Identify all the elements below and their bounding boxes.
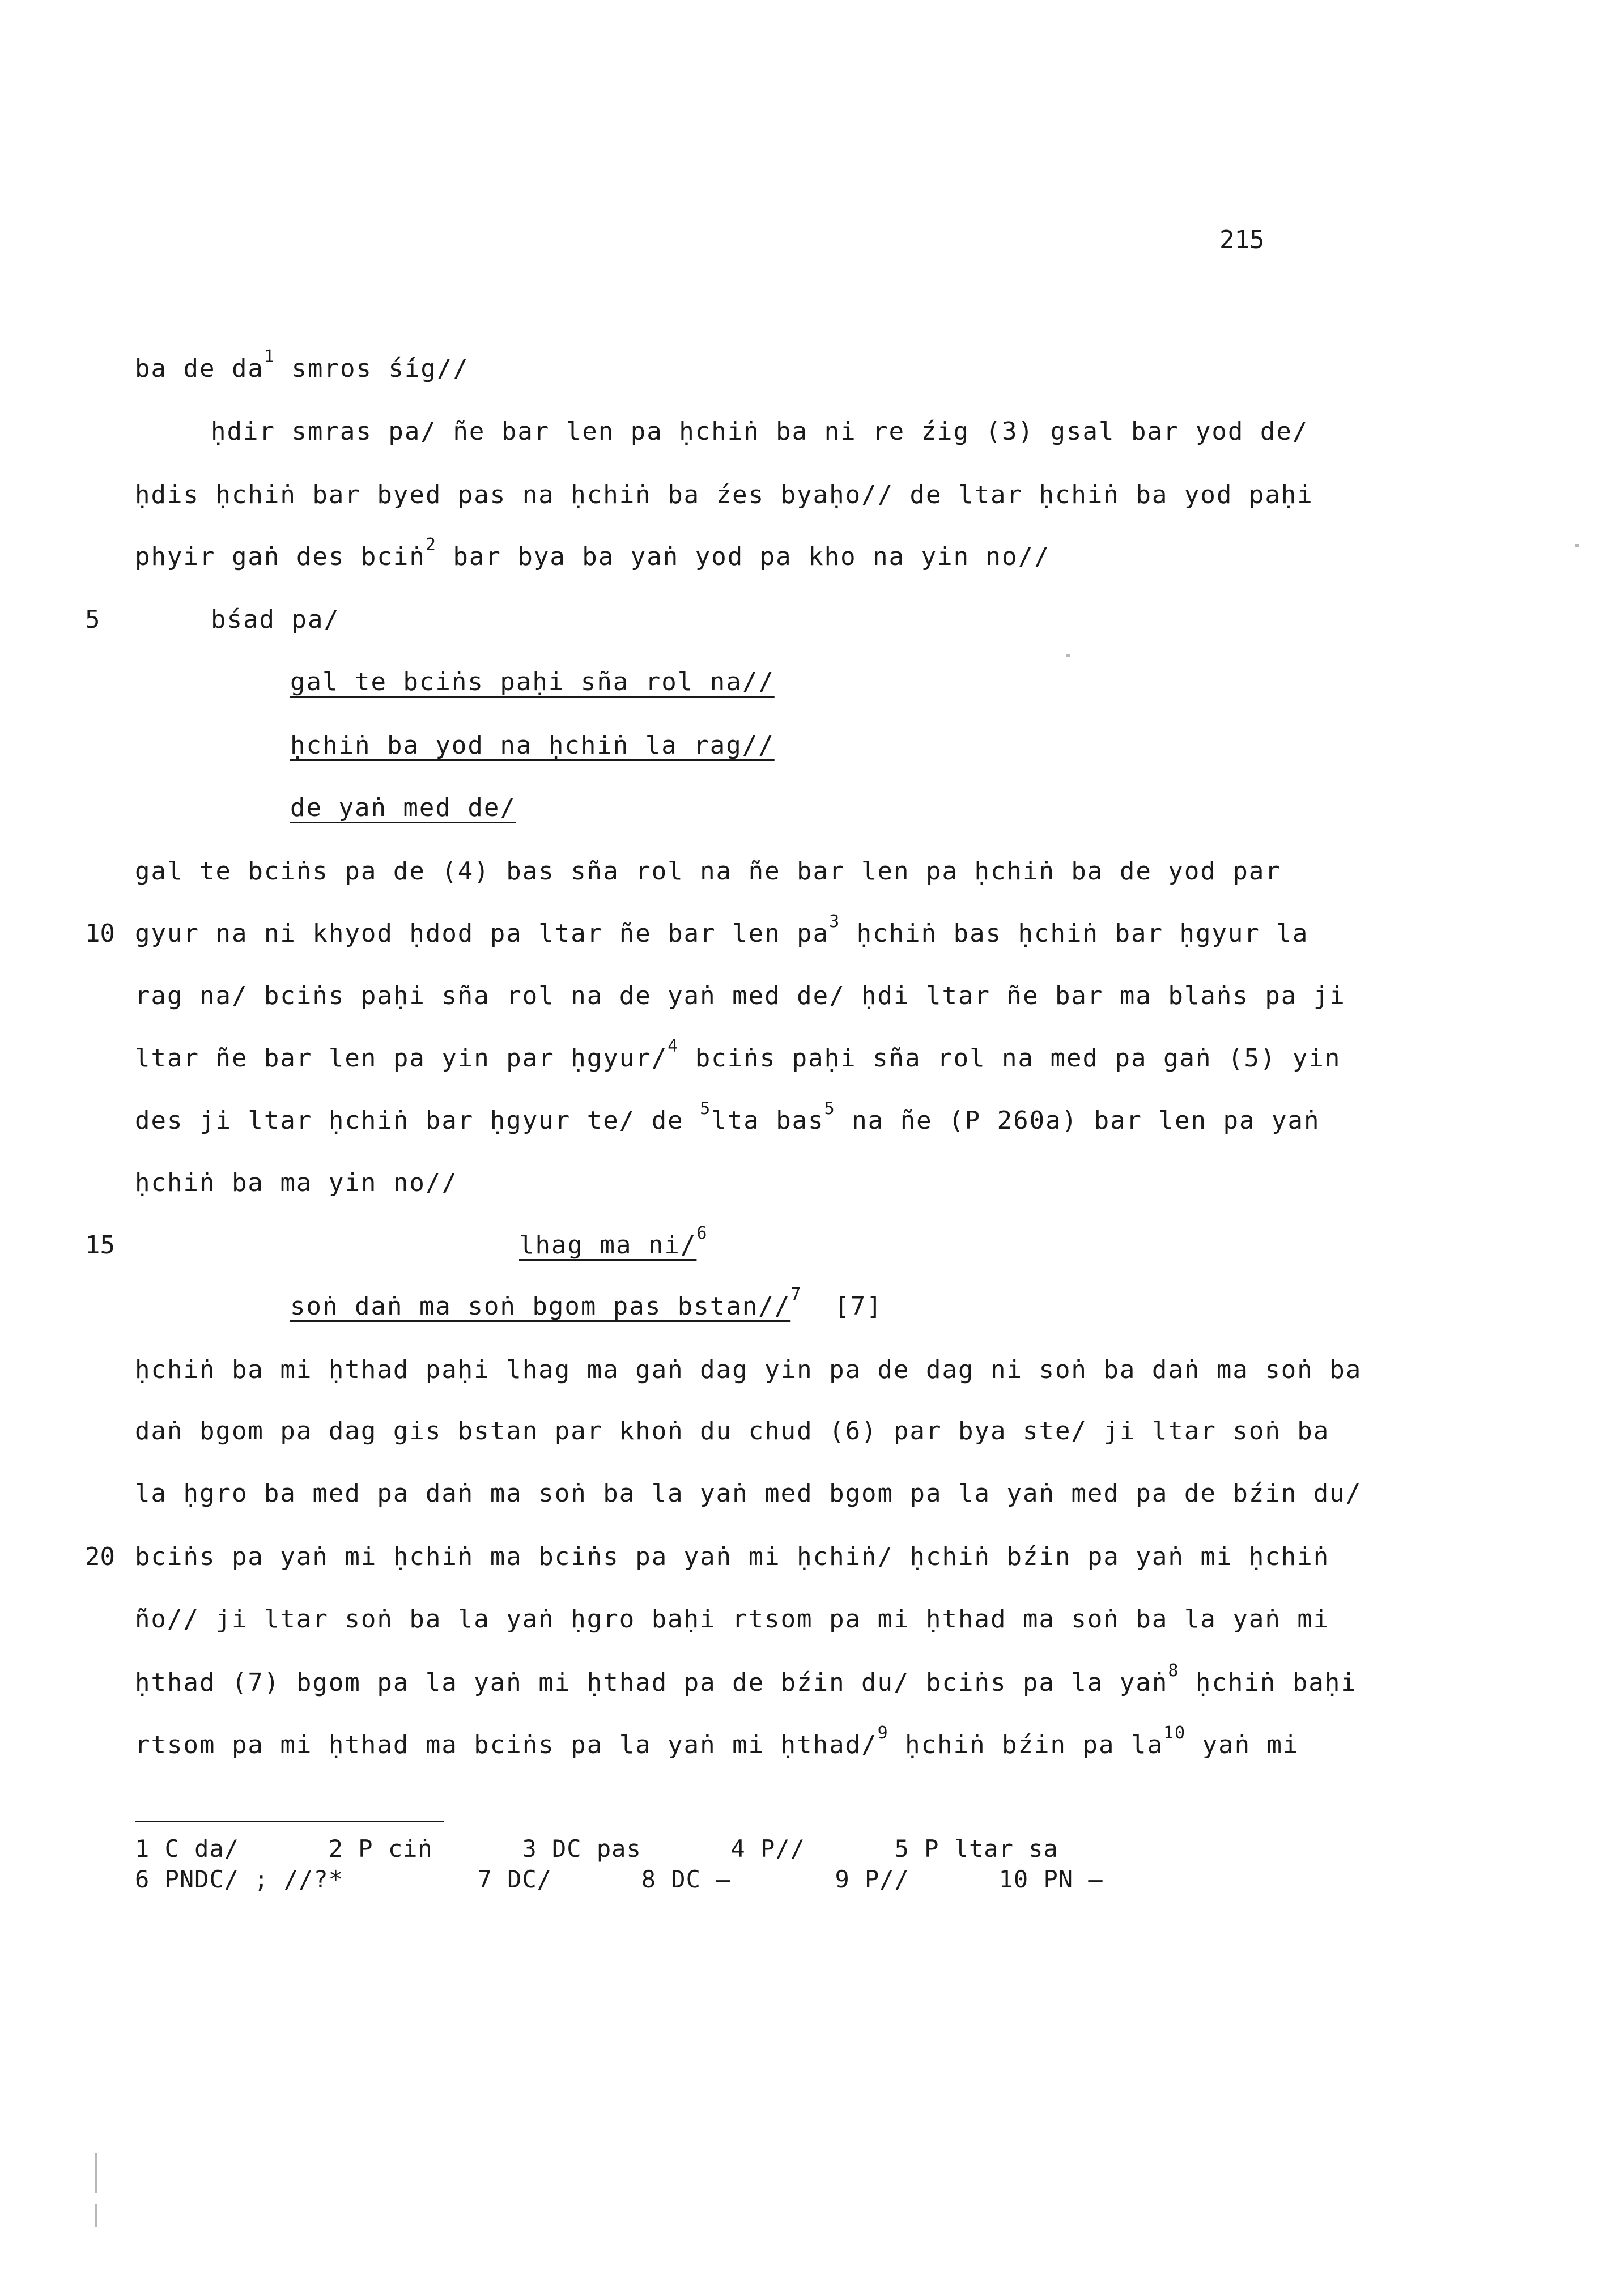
text-line xyxy=(135,1355,1362,1384)
scan-speck xyxy=(1575,544,1579,547)
prose-text: gal te bciṅs pa de (4) bas sña rol na ñe bar len pa ḥchiṅ ba de yod par xyxy=(135,857,1281,886)
prose-text: bar bya ba yaṅ yod pa kho na yin no// xyxy=(436,542,1051,571)
text-line xyxy=(135,1099,1320,1135)
text-line xyxy=(135,912,1309,948)
text-line xyxy=(290,1285,883,1321)
text-line xyxy=(135,1036,1341,1073)
line-number: 15 xyxy=(85,1231,115,1260)
text-line xyxy=(211,417,1308,446)
footnote-marker: 5 xyxy=(700,1099,712,1119)
prose-text: ḥchiṅ bas ḥchiṅ bar ḥgyur la xyxy=(840,919,1309,948)
scan-speck xyxy=(1066,654,1070,657)
prose-text: ba de da xyxy=(135,354,264,383)
scan-speck xyxy=(95,2153,97,2193)
footnote-marker: 1 xyxy=(263,347,275,367)
prose-text: ḥdir smras pa/ ñe bar len pa ḥchiṅ ba ni re źig (3) gsal bar yod de/ xyxy=(211,417,1309,446)
scan-speck xyxy=(95,2204,97,2227)
prose-text: bśad pa/ xyxy=(211,605,340,634)
line-number: 5 xyxy=(85,605,100,634)
footnote-marker: 7 xyxy=(790,1285,802,1304)
prose-text: yaṅ mi xyxy=(1186,1730,1299,1759)
footnote-marker: 8 xyxy=(1168,1661,1180,1681)
prose-text: gyur na ni khyod ḥdod pa ltar ñe bar len pa xyxy=(135,919,830,948)
text-line xyxy=(290,667,775,696)
prose-text: na ñe (P 260a) bar len pa yaṅ xyxy=(835,1106,1320,1135)
text-line xyxy=(135,1661,1357,1697)
prose-text: smros ś́ig// xyxy=(275,354,469,383)
footnote-marker: 6 xyxy=(696,1223,708,1243)
prose-text: la ḥgro ba med pa daṅ ma soṅ ba la yaṅ med bgom pa la yaṅ med pa de bźin du/ xyxy=(135,1479,1362,1508)
text-line xyxy=(135,481,1313,509)
prose-text: ño// ji ltar soṅ ba la yaṅ ḥgro baḥi rtsom pa mi ḥthad ma soṅ ba la yaṅ mi xyxy=(135,1605,1330,1634)
verse-text: soṅ daṅ ma soṅ bgom pas bstan// xyxy=(290,1292,791,1321)
prose-text: ḥthad (7) bgom pa la yaṅ mi ḥthad pa de bźin du/ bciṅs pa la yaṅ xyxy=(135,1668,1168,1697)
verse-text: gal te bciṅs paḥi sña rol na// xyxy=(290,667,775,696)
line-number: 20 xyxy=(85,1542,115,1571)
prose-text: ḥchiṅ bźin pa la xyxy=(888,1730,1163,1759)
verse-text: ḥchiṅ ba yod na ḥchiṅ la rag// xyxy=(290,731,775,760)
footnote-marker: 5 xyxy=(824,1099,836,1119)
text-line xyxy=(135,1723,1299,1759)
text-line xyxy=(135,1417,1329,1445)
footnote-marker: 3 xyxy=(829,912,841,932)
prose-text: rtsom pa mi ḥthad ma bciṅs pa la yaṅ mi ḥthad/ xyxy=(135,1730,878,1759)
footnote-marker: 2 xyxy=(425,535,437,555)
text-line xyxy=(135,1605,1329,1634)
text-line xyxy=(135,981,1346,1010)
text-line xyxy=(290,793,516,822)
text-line xyxy=(135,857,1281,886)
verse-text: lhag ma ni/ xyxy=(519,1231,697,1260)
text-line xyxy=(519,1223,708,1260)
footnote-line: 1 C da/ 2 P ciṅ 3 DC pas 4 P// 5 P ltar sa xyxy=(135,1835,1058,1863)
footnote-line: 6 PNDC/ ; //?* 7 DC/ 8 DC — 9 P// 10 PN — xyxy=(135,1865,1103,1893)
text-line xyxy=(135,535,1051,571)
prose-text: ḥdis ḥchiṅ bar byed pas na ḥchiṅ ba źes byaḥo// de ltar ḥchiṅ ba yod paḥi xyxy=(135,481,1313,509)
text-line xyxy=(211,605,340,634)
page-number: 215 xyxy=(1219,226,1265,254)
prose-text: des ji ltar ḥchiṅ bar ḥgyur te/ de xyxy=(135,1106,700,1135)
text-line xyxy=(135,1479,1362,1508)
verse-text: de yaṅ med de/ xyxy=(290,793,516,822)
prose-text: ḥchiṅ ba ma yin no// xyxy=(135,1168,458,1197)
prose-text: daṅ bgom pa dag gis bstan par khoṅ du chud (6) par bya ste/ ji ltar soṅ ba xyxy=(135,1417,1330,1445)
prose-text: lta bas xyxy=(711,1106,824,1135)
prose-text: ḥchiṅ ba mi ḥthad paḥi lhag ma gaṅ dag yin pa de dag ni soṅ ba daṅ ma soṅ ba xyxy=(135,1355,1362,1384)
text-line xyxy=(135,1168,458,1197)
text-line xyxy=(135,1542,1329,1571)
footnote-rule xyxy=(135,1821,444,1822)
prose-text: phyir gaṅ des bciṅ xyxy=(135,542,426,571)
prose-text: rag na/ bciṅs paḥi sña rol na de yaṅ med de/ ḥdi ltar ñe bar ma blaṅs pa ji xyxy=(135,981,1346,1010)
footnote-marker: 10 xyxy=(1163,1723,1187,1743)
footnote-marker: 9 xyxy=(877,1723,889,1743)
prose-text: ḥchiṅ baḥi xyxy=(1179,1668,1357,1697)
prose-text: bciṅs pa yaṅ mi ḥchiṅ ma bciṅs pa yaṅ mi ḥchiṅ/ ḥchiṅ bźin pa yaṅ mi ḥchiṅ xyxy=(135,1542,1330,1571)
text-line xyxy=(135,347,469,383)
line-number: 10 xyxy=(85,919,115,948)
footnote-marker: 4 xyxy=(668,1036,679,1056)
prose-text: bciṅs paḥi sña rol na med pa gaṅ (5) yin xyxy=(679,1044,1341,1073)
prose-text: ltar ñe bar len pa yin par ḥgyur/ xyxy=(135,1044,668,1073)
prose-text: [7] xyxy=(802,1292,883,1321)
text-line xyxy=(290,731,775,760)
